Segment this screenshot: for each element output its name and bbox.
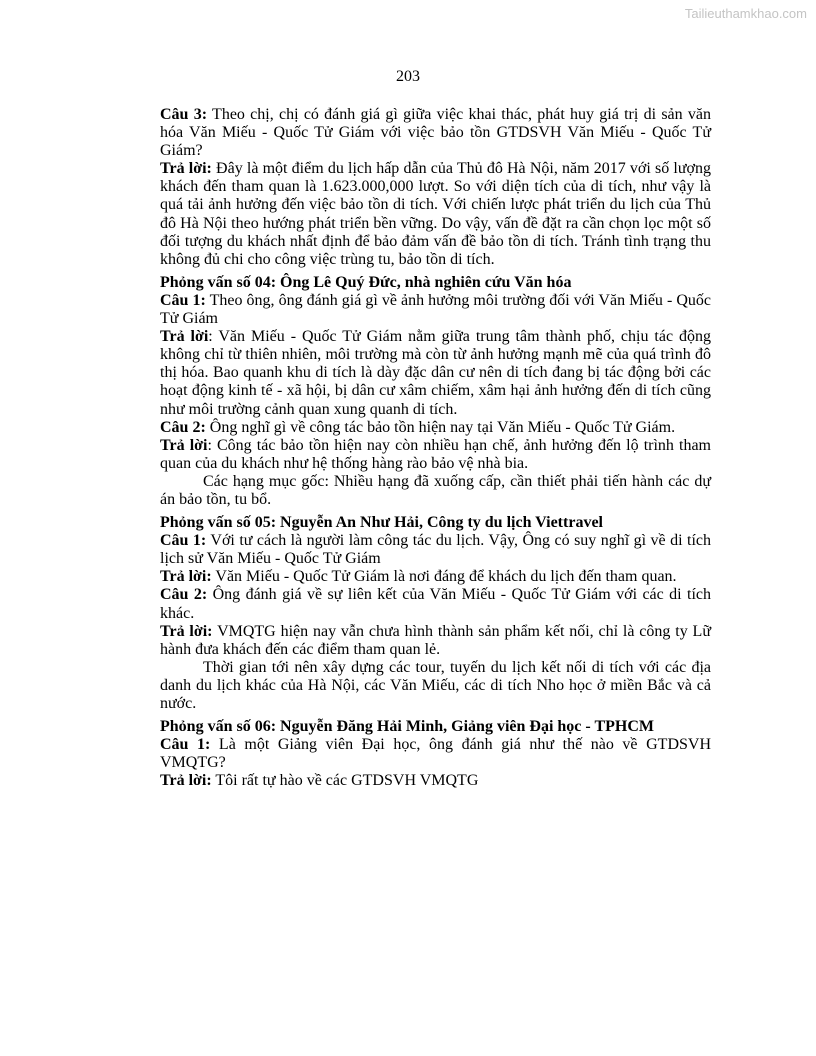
paragraph: Câu 1: Là một Giảng viên Đại học, ông đánh giá như thế nào về GTDSVH VMQTG?	[160, 736, 712, 772]
document-body	[160, 106, 711, 790]
paragraph: Trả lời: Công tác bảo tồn hiện nay còn nhiều hạn chế, ảnh hưởng đến lộ trình tham quan của du khách như hệ thống hàng rào bảo vệ nhà bia.	[160, 436, 712, 472]
interview-heading: Phỏng vấn số 04: Ông Lê Quý Đức, nhà nghiên cứu Văn hóa	[160, 273, 572, 291]
paragraph: Trả lời: Văn Miếu - Quốc Tử Giám nằm giữa trung tâm thành phố, chịu tác động không chỉ từ thiên nhiên, môi trường mà còn từ ảnh hưởng mạnh mẽ của quá trình đô thị hóa. Bao quanh khu di tích là dày đặc dân cư nên di tích đang bị tác động bởi các hoạt động kinh tế - xã hội, bị dân cư xâm chiếm, xâm hại ảnh hưởng đến di tích cũng như môi trường cảnh quan xung quanh di tích.	[160, 328, 711, 418]
paragraph: Các hạng mục gốc: Nhiều hạng đã xuống cấp, cần thiết phải tiến hành các dự án bảo tồn, tu bổ.	[160, 472, 711, 508]
question-label: Câu 3:	[160, 106, 208, 123]
answer-label: Trả lời:	[160, 160, 212, 178]
interview-heading: Phỏng vấn số 06: Nguyễn Đăng Hải Minh, Giảng viên Đại học - TPHCM	[160, 718, 654, 736]
paragraph: Câu 1: Theo ông, ông đánh giá gì về ảnh hưởng môi trường đối với Văn Miếu - Quốc Tử Giám	[160, 291, 712, 328]
paragraph: Trả lời: Đây là một điểm du lịch hấp dẫn của Thủ đô Hà Nội, năm 2017 với số lượng khách đến tham quan là 1.623.000,000 lượt. So với diện tích của di tích, như vậy là quá tải ảnh hưởng đến việc bảo tồn di tích. Với chiến lược phát triển du lịch của Thủ đô Hà Nội theo hướng phát triển bền vững. Do vậy, vấn đề đặt ra cần chọn lọc một số đối tượng du khách nhất định để bảo đảm vấn đề bảo tồn di tích. Tránh tình trạng thu không đủ chi cho công việc trùng tu, bảo tồn di tích.	[160, 160, 711, 268]
question-label: Câu 1:	[160, 291, 206, 309]
paragraph: Câu 2: Ông nghĩ gì về công tác bảo tồn hiện nay tại Văn Miếu - Quốc Tử Giám.	[160, 418, 676, 436]
question-label: Câu 1:	[160, 736, 211, 754]
paragraph: Trả lời: Tôi rất tự hào về các GTDSVH VMQTG	[160, 772, 479, 790]
answer-label: Trả lời	[160, 436, 208, 454]
interview-heading: Phỏng vấn số 05: Nguyễn An Như Hải, Công ty du lịch Viettravel	[160, 514, 603, 532]
paragraph: Câu 3: Theo chị, chị có đánh giá gì giữa việc khai thác, phát huy giá trị di sản văn hóa Văn Miếu - Quốc Tử Giám với việc bảo tồn GTDSVH Văn Miếu - Quốc Tử Giám?	[160, 106, 712, 160]
answer-label: Trả lời:	[160, 772, 212, 790]
answer-label: Trả lời:	[160, 568, 212, 586]
paragraph: Thời gian tới nên xây dựng các tour, tuyến du lịch kết nối di tích với các địa danh du lịch khác của Hà Nội, các Văn Miếu, các di tích Nho học ở miền Bắc và cả nước.	[160, 658, 711, 712]
question-label: Câu 1:	[160, 532, 207, 550]
answer-label: Trả lời	[160, 328, 209, 346]
paragraph: Trả lời: VMQTG hiện nay vẫn chưa hình thành sản phẩm kết nối, chỉ là công ty Lữ hành đưa khách đến các điểm tham quan lẻ.	[160, 622, 711, 658]
watermark: Tailieuthamkhao.com	[684, 6, 807, 21]
page-number: 203	[396, 68, 420, 85]
paragraph: Câu 2: Ông đánh giá về sự liên kết của Văn Miếu - Quốc Tử Giám với các di tích khác.	[160, 586, 712, 622]
question-label: Câu 2:	[160, 586, 208, 604]
paragraph: Trả lời: Văn Miếu - Quốc Tử Giám là nơi đáng để khách du lịch đến tham quan.	[160, 568, 677, 586]
answer-label: Trả lời:	[160, 622, 213, 640]
paragraph: Câu 1: Với tư cách là người làm công tác du lịch. Vậy, Ông có suy nghĩ gì về di tích lịch sử Văn Miếu - Quốc Tử Giám	[160, 532, 712, 568]
question-label: Câu 2:	[160, 418, 206, 436]
